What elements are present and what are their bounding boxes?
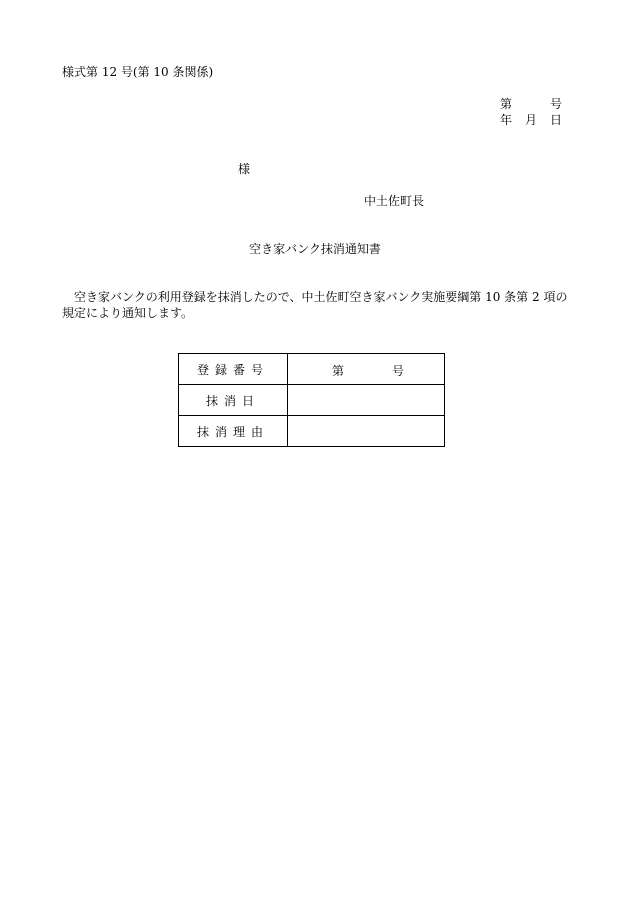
doc-number-dai: 第 [500,97,513,111]
cancellation-date-label: 抹消日 [179,385,288,416]
info-table [178,353,445,447]
doc-number-go: 号 [550,97,563,111]
cancellation-reason-value [288,416,445,447]
table-row [179,354,445,385]
form-label: 様式第 12 号(第 10 条関係) [62,65,214,79]
date-year: 年 [500,113,513,127]
registration-number-go: 号 [392,364,405,378]
table-row [179,416,445,447]
date-month: 月 [525,113,538,127]
registration-number-label: 登録番号 [179,354,288,385]
registration-number-dai: 第 [332,364,345,378]
registration-number-value [288,354,445,385]
sender-name: 中土佐町長 [364,194,425,208]
document-title: 空き家バンク抹消通知書 [249,242,381,256]
date-day: 日 [550,113,563,127]
recipient-suffix: 様 [238,162,251,176]
cancellation-date-value [288,385,445,416]
body-text: 空き家バンクの利用登録を抹消したので、中土佐町空き家バンク実施要綱第 10 条第 2 項の規定により通知します。 [62,290,568,320]
table-row [179,385,445,416]
cancellation-reason-label: 抹消理由 [179,416,288,447]
